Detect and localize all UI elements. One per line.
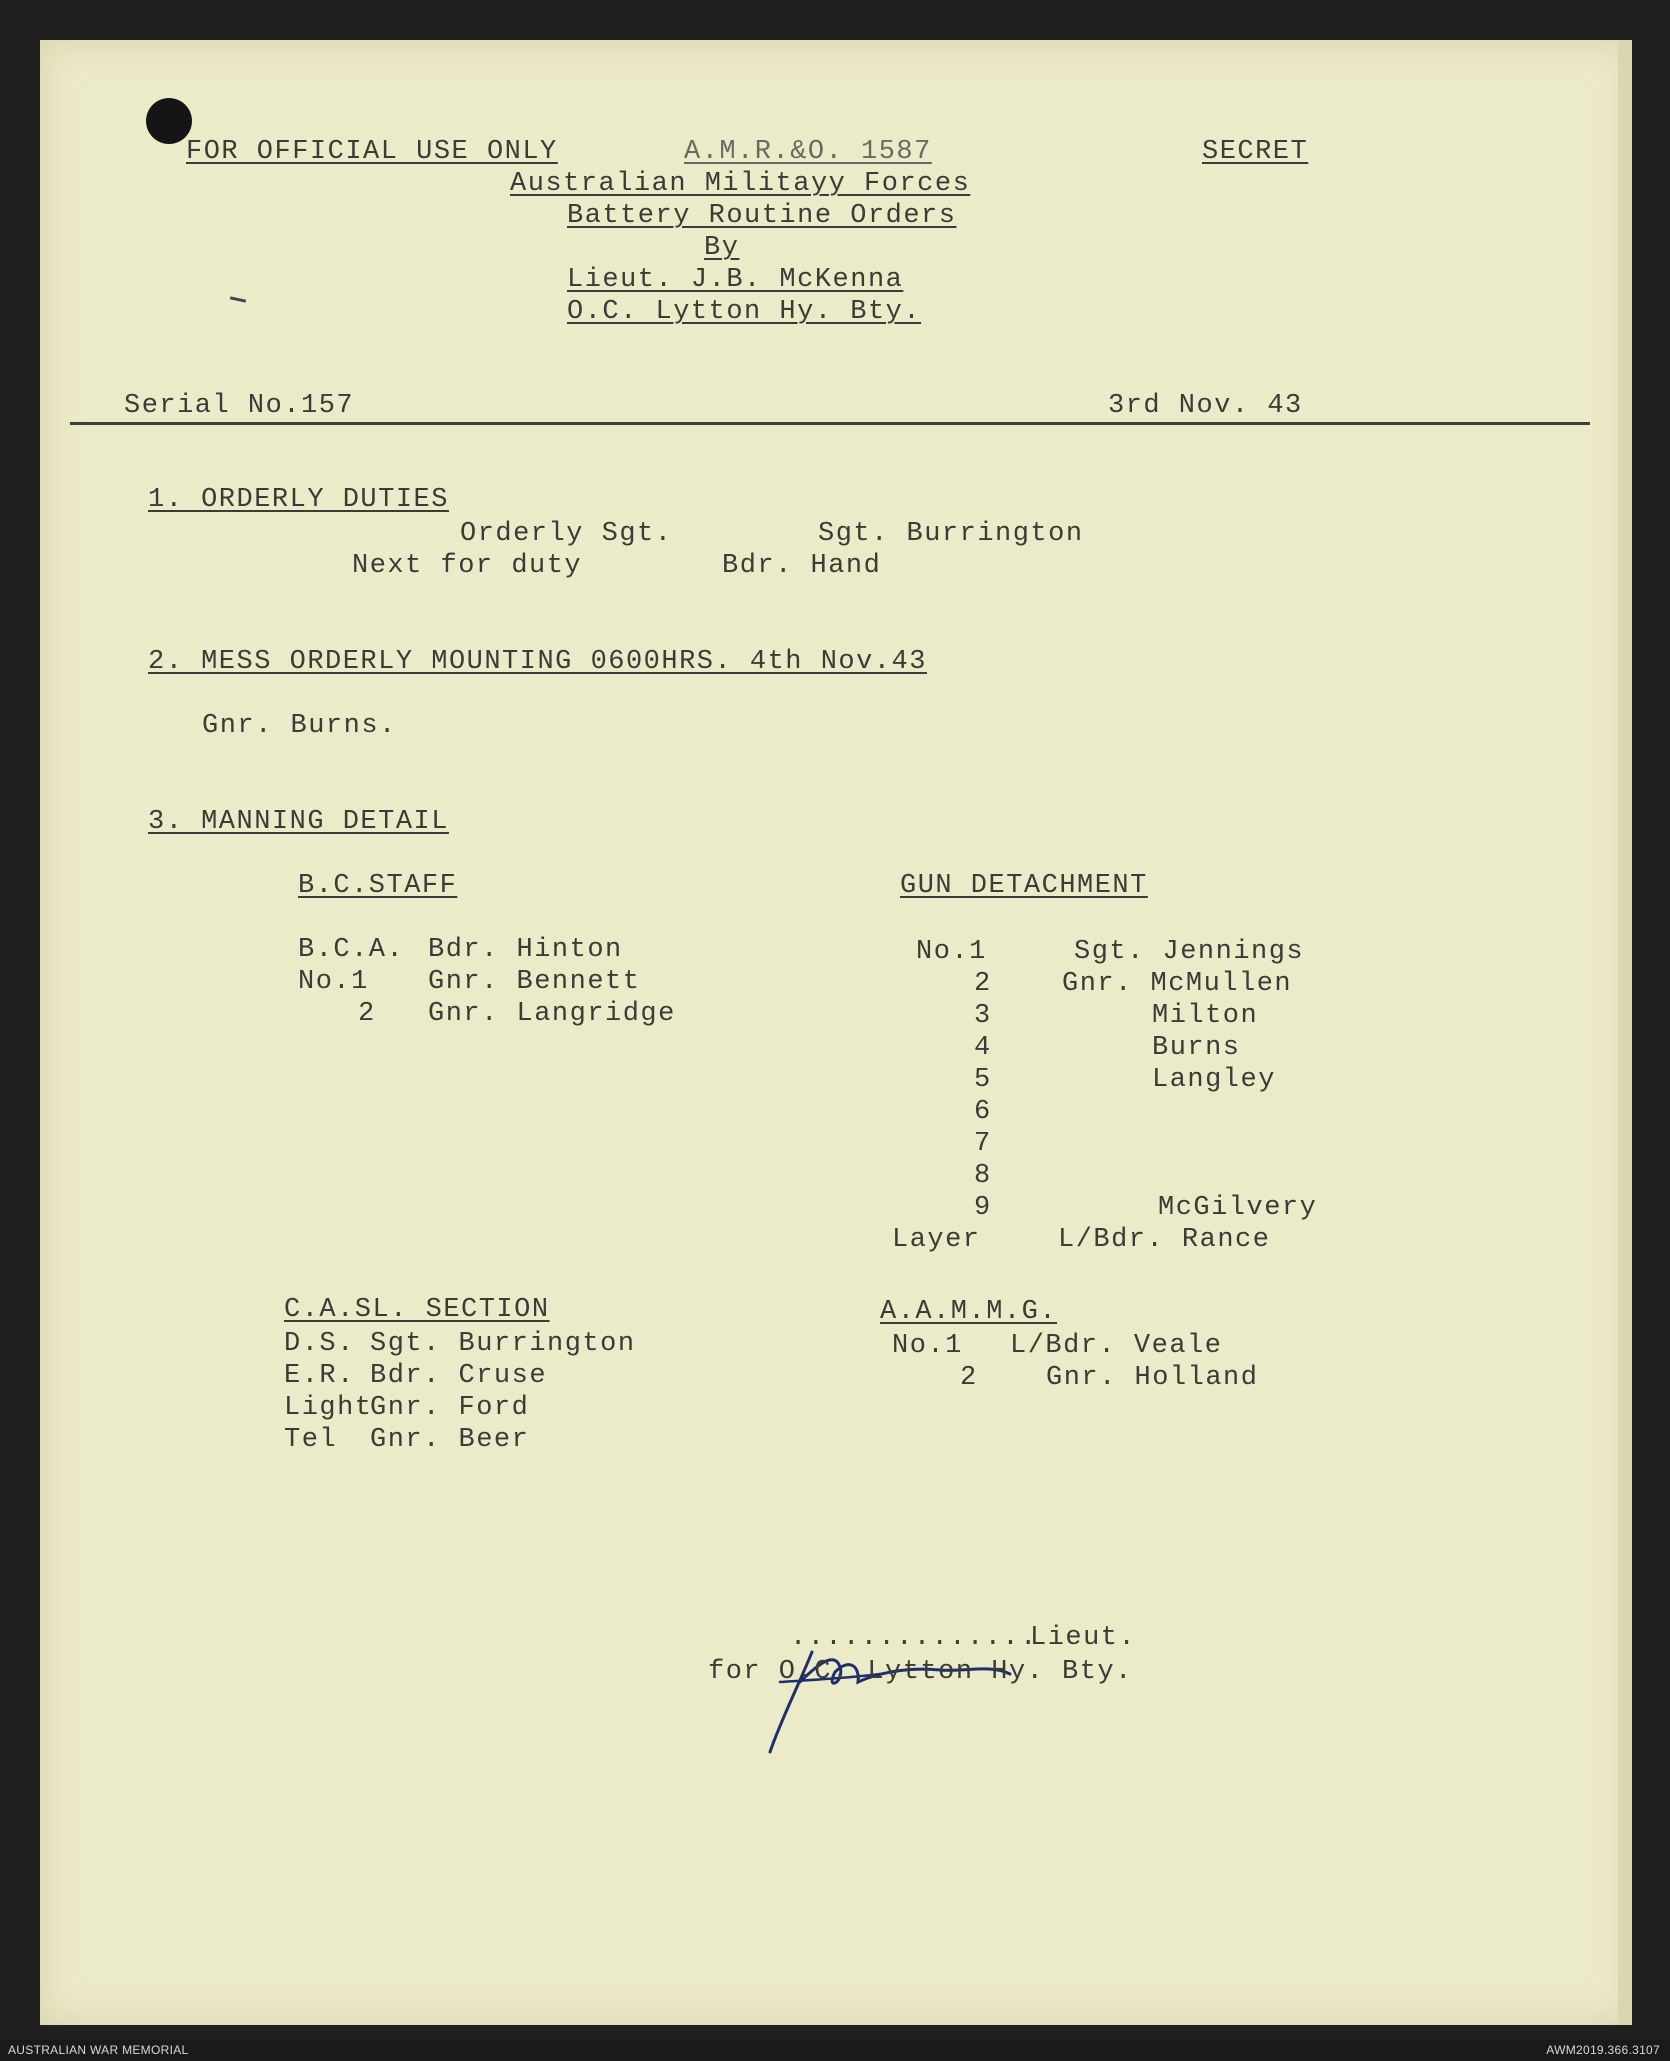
gun-name: L/Bdr. Rance bbox=[1058, 1225, 1271, 1255]
bc-staff-name: Gnr. Bennett bbox=[428, 967, 641, 997]
casl-pos: D.S. bbox=[284, 1329, 355, 1359]
casl-name: Bdr. Cruse bbox=[370, 1361, 548, 1391]
mess-orderly-name: Gnr. Burns. bbox=[202, 711, 397, 741]
officer-name: Lieut. J.B. McKenna bbox=[567, 265, 904, 295]
gun-pos: 2 bbox=[974, 969, 992, 999]
casl-name: Gnr. Ford bbox=[370, 1393, 530, 1423]
bc-staff-name: Bdr. Hinton bbox=[428, 935, 623, 965]
casl-pos: Tel bbox=[284, 1425, 338, 1455]
orders-title: Battery Routine Orders bbox=[567, 201, 957, 231]
gun-detachment-title: GUN DETACHMENT bbox=[900, 871, 1148, 901]
gun-pos: 4 bbox=[974, 1033, 992, 1063]
official-use-label: FOR OFFICIAL USE ONLY bbox=[186, 137, 558, 167]
casl-name: Gnr. Beer bbox=[370, 1425, 530, 1455]
casl-name: Sgt. Burrington bbox=[370, 1329, 636, 1359]
casl-section-title: C.A.SL. SECTION bbox=[284, 1295, 550, 1325]
bc-staff-pos: No.1 bbox=[298, 967, 369, 997]
ink-mark bbox=[230, 296, 246, 302]
orderly-sgt-role: Orderly Sgt. bbox=[460, 519, 673, 549]
classification-label: SECRET bbox=[1202, 137, 1309, 167]
header-divider bbox=[70, 422, 1590, 425]
gun-pos: 6 bbox=[974, 1097, 992, 1127]
orderly-sgt-name: Sgt. Burrington bbox=[818, 519, 1084, 549]
aammg-name: L/Bdr. Veale bbox=[1010, 1331, 1223, 1361]
bc-staff-name: Gnr. Langridge bbox=[428, 999, 676, 1029]
archive-reference: AWM2019.366.3107 bbox=[1546, 2043, 1660, 2057]
gun-name: Burns bbox=[1152, 1033, 1241, 1063]
document-sheet bbox=[40, 40, 1632, 2025]
archive-credit: AUSTRALIAN WAR MEMORIAL bbox=[8, 2043, 189, 2057]
serial-date: 3rd Nov. 43 bbox=[1108, 391, 1303, 421]
gun-pos: 8 bbox=[974, 1161, 992, 1191]
gun-name: Gnr. McMullen bbox=[1062, 969, 1293, 999]
casl-pos: Light bbox=[284, 1393, 373, 1423]
signature-dots: .............. bbox=[790, 1623, 1038, 1653]
gun-name: Sgt. Jennings bbox=[1074, 937, 1305, 967]
signature-rank: Lieut. bbox=[1030, 1623, 1137, 1653]
gun-pos: Layer bbox=[892, 1225, 981, 1255]
section3-heading: 3. MANNING DETAIL bbox=[148, 807, 449, 837]
forces-title: Australian Militayy Forces bbox=[510, 169, 971, 199]
aammg-title: A.A.M.M.G. bbox=[880, 1297, 1058, 1327]
gun-pos: 3 bbox=[974, 1001, 992, 1031]
gun-pos: 9 bbox=[974, 1193, 992, 1223]
next-duty-name: Bdr. Hand bbox=[722, 551, 882, 581]
unit-name: O.C. Lytton Hy. Bty. bbox=[567, 297, 922, 327]
aammg-name: Gnr. Holland bbox=[1046, 1363, 1259, 1393]
gun-name: Milton bbox=[1152, 1001, 1259, 1031]
serial-number: Serial No.157 bbox=[124, 391, 355, 421]
next-duty-role: Next for duty bbox=[352, 551, 583, 581]
gun-name: Langley bbox=[1152, 1065, 1276, 1095]
gun-pos: 7 bbox=[974, 1129, 992, 1159]
bc-staff-pos: B.C.A. bbox=[298, 935, 405, 965]
sheet-edge bbox=[1618, 40, 1632, 2025]
bc-staff-pos: 2 bbox=[358, 999, 376, 1029]
section1-heading: 1. ORDERLY DUTIES bbox=[148, 485, 449, 515]
casl-pos: E.R. bbox=[284, 1361, 355, 1391]
gun-name: McGilvery bbox=[1158, 1193, 1318, 1223]
gun-pos: No.1 bbox=[916, 937, 987, 967]
bc-staff-title: B.C.STAFF bbox=[298, 871, 458, 901]
reference-number: A.M.R.&O. 1587 bbox=[684, 137, 932, 167]
by-label: By bbox=[704, 233, 740, 263]
gun-pos: 5 bbox=[974, 1065, 992, 1095]
section2-heading: 2. MESS ORDERLY MOUNTING 0600HRS. 4th Nov.43 bbox=[148, 647, 927, 677]
aammg-pos: No.1 bbox=[892, 1331, 963, 1361]
aammg-pos: 2 bbox=[960, 1363, 978, 1393]
signature-for-line: for O.C. Lytton Hy. Bty. bbox=[708, 1657, 1133, 1687]
